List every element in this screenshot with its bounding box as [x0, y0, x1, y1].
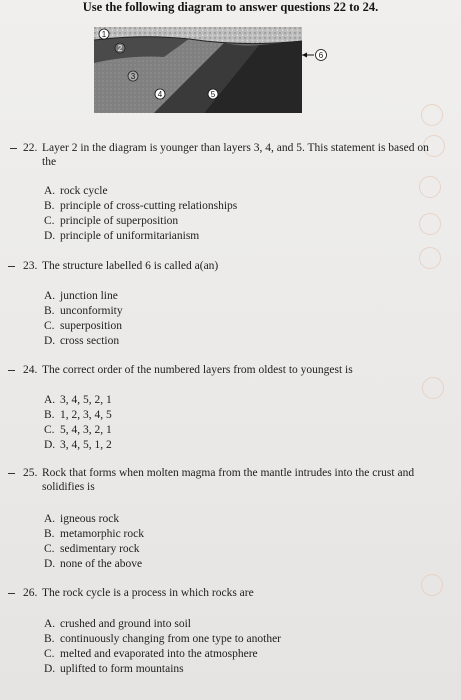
svg-text:4: 4: [157, 90, 163, 99]
question-number: 23.: [23, 260, 38, 272]
answer-bubble[interactable]: [419, 213, 441, 235]
option-a[interactable]: A. igneous rock: [44, 513, 120, 525]
svg-text:1: 1: [101, 30, 107, 39]
label-4: [155, 89, 165, 99]
answer-blank[interactable]: [8, 266, 15, 267]
option-b[interactable]: B. unconformity: [44, 305, 123, 317]
option-d[interactable]: D. cross section: [44, 335, 120, 347]
svg-text:3: 3: [130, 72, 136, 81]
option-d[interactable]: D. none of the above: [44, 558, 143, 570]
option-b[interactable]: B. continuously changing from one type to another: [44, 633, 282, 645]
option-b[interactable]: B. metamorphic rock: [44, 528, 144, 540]
answer-blank[interactable]: [8, 593, 15, 594]
question-text: The correct order of the numbered layers from oldest to youngest is: [42, 364, 353, 376]
svg-text:6: 6: [318, 51, 324, 60]
option-d[interactable]: D. uplifted to form mountains: [44, 663, 184, 675]
question-text: Layer 2 in the diagram is younger than layers 3, 4, and 5. This statement is based on the: [42, 142, 429, 168]
option-c[interactable]: C. 5, 4, 3, 2, 1: [44, 424, 112, 436]
question-text: The structure labelled 6 is called a(an): [42, 260, 219, 272]
answer-bubble[interactable]: [419, 176, 441, 198]
question-number: 22.: [23, 142, 38, 154]
option-a[interactable]: A. 3, 4, 5, 2, 1: [44, 394, 112, 406]
answer-bubble[interactable]: [422, 377, 444, 399]
option-a[interactable]: A. rock cycle: [44, 185, 108, 197]
rock-layers-diagram: [94, 27, 330, 113]
label-6: [316, 50, 327, 61]
option-c[interactable]: C. melted and evaporated into the atmosphere: [44, 648, 258, 660]
label-1: [99, 29, 109, 39]
question-number: 24.: [23, 364, 38, 376]
option-c[interactable]: C. superposition: [44, 320, 122, 332]
label-5: [208, 89, 218, 99]
label-3: [128, 71, 138, 81]
instructions-header: Use the following diagram to answer questions 22 to 24.: [82, 0, 379, 14]
answer-blank[interactable]: [8, 370, 15, 371]
answer-blank[interactable]: [10, 148, 17, 149]
label-2: [115, 43, 125, 53]
question-number: 25.: [23, 467, 38, 479]
answer-bubble[interactable]: [421, 104, 443, 126]
answer-blank[interactable]: [8, 473, 15, 474]
option-b[interactable]: B. principle of cross-cutting relationships: [44, 200, 238, 212]
option-c[interactable]: C. sedimentary rock: [44, 543, 140, 555]
option-b[interactable]: B. 1, 2, 3, 4, 5: [44, 409, 112, 421]
option-a[interactable]: A. junction line: [44, 290, 118, 302]
question-text: The rock cycle is a process in which rocks are: [42, 587, 254, 599]
question-text: Rock that forms when molten magma from the mantle intrudes into the crust and solidifies is: [42, 467, 415, 493]
question-number: 26.: [23, 587, 38, 599]
arrowhead: [302, 53, 307, 58]
svg-text:5: 5: [210, 90, 216, 99]
option-c[interactable]: C. principle of superposition: [44, 215, 179, 227]
option-d[interactable]: D. 3, 4, 5, 1, 2: [44, 439, 112, 451]
option-d[interactable]: D. principle of uniformitarianism: [44, 230, 200, 242]
option-a[interactable]: A. crushed and ground into soil: [44, 618, 191, 630]
svg-text:2: 2: [117, 44, 123, 53]
